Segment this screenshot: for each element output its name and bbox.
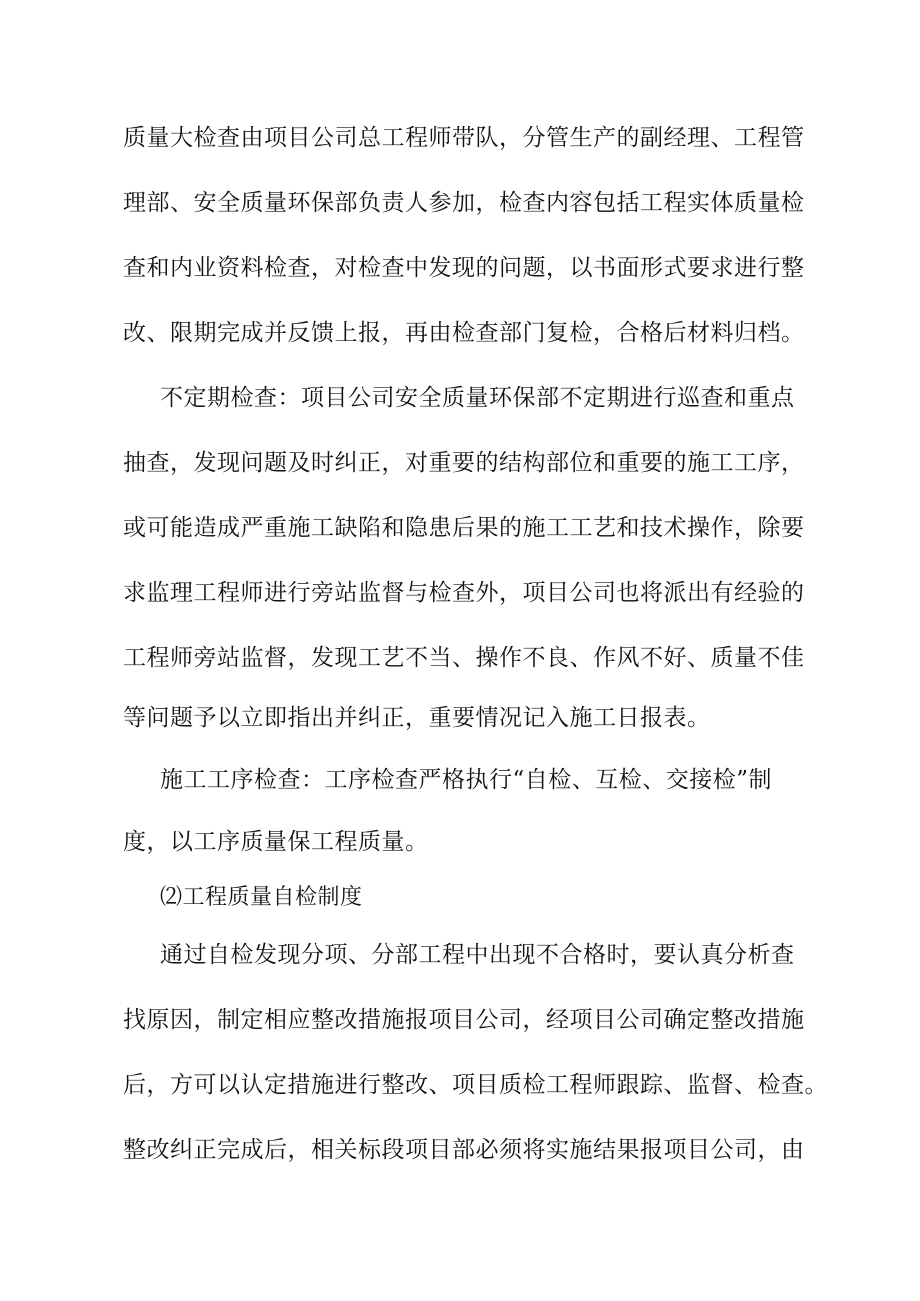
paragraph-line: 或可能造成严重施工缺陷和隐患后果的施工工艺和技术操作，除要 bbox=[123, 515, 805, 541]
paragraph-line: 不定期检查：项目公司安全质量环保部不定期进行巡查和重点 bbox=[160, 385, 795, 411]
paragraph-line: 工程师旁站监督，发现工艺不当、操作不良、作风不好、质量不佳 bbox=[123, 645, 805, 671]
paragraph-line: 质量大检查由项目公司总工程师带队，分管生产的副经理、工程管 bbox=[123, 125, 805, 151]
paragraph-line: 整改纠正完成后，相关标段项目部必须将实施结果报项目公司，由 bbox=[123, 1137, 805, 1163]
paragraph-line: 通过自检发现分项、分部工程中出现不合格时，要认真分析查 bbox=[160, 942, 795, 968]
paragraph-line: 抽查，发现问题及时纠正，对重要的结构部位和重要的施工工序， bbox=[123, 450, 805, 476]
paragraph-line: 后，方可以认定措施进行整改、项目质检工程师跟踪、监督、检查。 bbox=[123, 1072, 828, 1098]
paragraph-line: 等问题予以立即指出并纠正，重要情况记入施工日报表。 bbox=[123, 705, 711, 731]
paragraph-line: 施工工序检查：工序检查严格执行“自检、互检、交接检”制 bbox=[160, 767, 773, 793]
paragraph-line: 度，以工序质量保工程质量。 bbox=[123, 829, 429, 855]
paragraph-line: 改、限期完成并反馈上报，再由检查部门复检，合格后材料归档。 bbox=[123, 320, 805, 346]
paragraph-line: 找原因，制定相应整改措施报项目公司，经项目公司确定整改措施 bbox=[123, 1007, 805, 1033]
paragraph-line: 理部、安全质量环保部负责人参加，检查内容包括工程实体质量检 bbox=[123, 190, 805, 216]
section-heading: ⑵工程质量自检制度 bbox=[160, 885, 363, 910]
paragraph-line: 查和内业资料检查，对检查中发现的问题，以书面形式要求进行整 bbox=[123, 255, 805, 281]
paragraph-line: 求监理工程师进行旁站监督与检查外，项目公司也将派出有经验的 bbox=[123, 580, 805, 606]
